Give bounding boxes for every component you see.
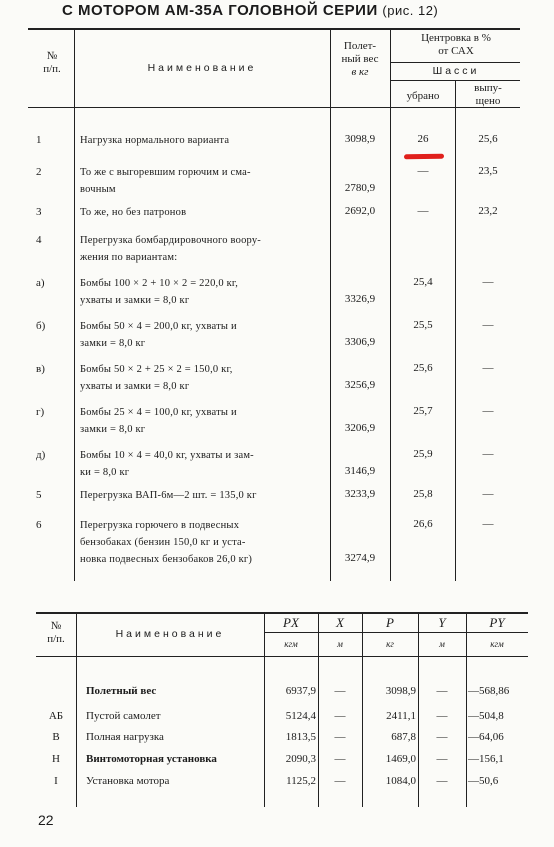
header-name: Наименование [115, 628, 225, 640]
row-cg-retracted: 25,4 [413, 276, 433, 288]
row-cg-extended: — [482, 518, 494, 530]
row-y: — [436, 731, 448, 743]
row-p: 1469,0 [385, 753, 416, 765]
rule [264, 632, 528, 633]
row-number: б) [36, 320, 46, 332]
row-name [80, 164, 330, 198]
row-cg-extended: 23,2 [478, 205, 498, 217]
row-py: —64,06 [468, 731, 504, 743]
header-cg-line: от САХ [438, 45, 474, 57]
row-name: Полная нагрузка [86, 731, 164, 743]
row-name: Полетный вес [86, 685, 157, 697]
row-name-line: ухваты и замки = 8,0 кг [80, 295, 190, 306]
header-num-line: № [50, 620, 62, 632]
moments-table [36, 612, 528, 817]
row-name-line: Перегрузка бомбардировочного воору- [80, 235, 261, 246]
row-px: 5124,4 [285, 710, 316, 722]
header-num [32, 50, 72, 76]
row-x: — [334, 685, 346, 697]
row-name: Пустой самолет [86, 710, 161, 722]
header-weight [332, 40, 388, 79]
row-cg-retracted: 26,6 [413, 518, 433, 530]
row-px: 6937,9 [285, 685, 316, 697]
row-weight: 3306,9 [344, 336, 376, 348]
row-x: — [334, 753, 346, 765]
header-num-line: № [46, 50, 58, 62]
centering-table [28, 28, 520, 581]
row-cg-extended: 23,5 [478, 165, 498, 177]
row-py: —156,1 [468, 753, 504, 765]
header-y: Y [438, 615, 446, 630]
header-x-unit: м [337, 639, 343, 649]
rule [36, 612, 528, 614]
rule [28, 28, 520, 30]
row-name-line: Бомбы 25 × 4 = 100,0 кг, ухваты и [80, 407, 237, 418]
row-y: — [436, 710, 448, 722]
rule [28, 107, 520, 108]
row-name [80, 275, 330, 309]
header-weight-line: в кг [351, 66, 369, 78]
row-cg-retracted: 25,7 [413, 405, 433, 417]
header-x: X [336, 615, 344, 630]
row-name-line: замки = 8,0 кг [80, 424, 146, 435]
row-cg-extended: — [482, 362, 494, 374]
row-number: 5 [36, 489, 42, 501]
row-cg-retracted: 25,6 [413, 362, 433, 374]
row-cg-extended: — [482, 448, 494, 460]
header-num-line: п/п. [43, 63, 61, 75]
row-cg-retracted: 25,9 [413, 448, 433, 460]
row-number: 6 [36, 519, 42, 531]
header-num-line: п/п. [47, 633, 65, 645]
row-name [80, 204, 330, 221]
page-number: 22 [38, 812, 54, 828]
row-name-line: Бомбы 10 × 4 = 40,0 кг, ухваты и зам- [80, 450, 254, 461]
header-py: PY [489, 615, 505, 630]
row-name [80, 132, 330, 149]
row-name [80, 447, 330, 481]
row-weight: 3274,9 [344, 552, 376, 564]
rule [390, 28, 391, 581]
row-cg-extended: — [482, 319, 494, 331]
row-name-line: ки = 8,0 кг [80, 467, 130, 478]
header-cg-line: Центровка в % [421, 32, 491, 44]
row-name [80, 361, 330, 395]
row-weight: 3326,9 [344, 293, 376, 305]
header-p-unit: кг [386, 639, 394, 649]
row-number: 4 [36, 234, 42, 246]
row-cg-retracted: — [417, 165, 429, 177]
row-name [80, 517, 330, 568]
row-name-line: Перегрузка ВАП-6м—2 шт. = 135,0 кг [80, 490, 257, 501]
row-px: 1125,2 [286, 775, 316, 787]
rule [36, 656, 528, 657]
row-cg-retracted: 25,5 [413, 319, 433, 331]
row-name-line: Бомбы 50 × 4 = 200,0 кг, ухваты и [80, 321, 237, 332]
row-weight: 2780,9 [344, 182, 376, 194]
row-name-line: новка подвесных бензобаков 26,0 кг) [80, 554, 253, 565]
rule [74, 28, 75, 581]
row-weight: 3256,9 [344, 379, 376, 391]
row-name-line: Бомбы 100 × 2 + 10 × 2 = 220,0 кг, [80, 278, 239, 289]
header-px: PX [283, 615, 299, 630]
header-extended-line: щено [475, 95, 501, 107]
row-number: I [54, 775, 58, 787]
row-number: В [52, 731, 60, 743]
row-name: Винтомоторная установка [86, 753, 217, 765]
row-name-line: вочным [80, 184, 116, 195]
row-number: д) [36, 449, 46, 461]
rule [76, 612, 77, 807]
title-text: С МОТОРОМ АМ-35А ГОЛОВНОЙ СЕРИИ [62, 2, 378, 19]
row-p: 3098,9 [385, 685, 416, 697]
red-pen-mark [404, 154, 444, 160]
header-num [36, 620, 76, 646]
header-name: Наименование [147, 62, 257, 74]
header-py-unit: кгм [490, 639, 504, 649]
row-py: —504,8 [468, 710, 504, 722]
row-px: 1813,5 [285, 731, 316, 743]
row-weight: 3146,9 [344, 465, 376, 477]
row-name-line: жения по вариантам: [80, 252, 178, 263]
header-extended-line: выпу- [474, 82, 502, 94]
row-cg-extended: 25,6 [478, 133, 498, 145]
row-number: Н [52, 753, 60, 765]
row-y: — [436, 685, 448, 697]
header-retracted: убрано [406, 90, 440, 102]
row-py: —568,86 [468, 685, 510, 697]
header-centering [392, 32, 520, 58]
row-name-line: То же, но без патронов [80, 207, 187, 218]
row-number: 3 [36, 206, 42, 218]
row-y: — [436, 753, 448, 765]
row-cg-extended: — [482, 276, 494, 288]
header-y-unit: м [439, 639, 445, 649]
row-cg-extended: — [482, 488, 494, 500]
row-number: 1 [36, 134, 42, 146]
row-weight: 2692,0 [344, 205, 376, 217]
rule [390, 62, 520, 63]
page-title [62, 2, 438, 19]
row-name [80, 487, 330, 504]
row-name [80, 318, 330, 352]
row-name: Установка мотора [86, 775, 170, 787]
row-p: 1084,0 [385, 775, 416, 787]
row-weight: 3098,9 [344, 133, 376, 145]
header-extended [456, 82, 520, 108]
row-number: г) [36, 406, 45, 418]
header-chassis: Шасси [432, 65, 480, 77]
row-name-line: ухваты и замки = 8,0 кг [80, 381, 190, 392]
row-y: — [436, 775, 448, 787]
row-name-line: бензобаках (бензин 150,0 кг и уста- [80, 537, 246, 548]
row-cg-extended: — [482, 405, 494, 417]
row-weight: 3233,9 [344, 488, 376, 500]
title-figure-ref: (рис. 12) [382, 3, 439, 18]
header-weight-line: ный вес [341, 53, 379, 65]
row-x: — [334, 775, 346, 787]
row-p: 2411,1 [386, 710, 416, 722]
row-cg-retracted: 26 [417, 133, 429, 145]
row-name-line: Перегрузка горючего в подвесных [80, 520, 240, 531]
header-px-unit: кгм [284, 639, 298, 649]
row-name [80, 404, 330, 438]
row-name-line: Нагрузка нормального варианта [80, 135, 230, 146]
row-name-line: То же с выгоревшим горючим и сма- [80, 167, 251, 178]
row-x: — [334, 710, 346, 722]
row-cg-retracted: — [417, 205, 429, 217]
row-p: 687,8 [391, 731, 416, 743]
row-py: —50,6 [468, 775, 499, 787]
row-number: в) [36, 363, 45, 375]
header-p: P [386, 615, 394, 630]
row-number: АБ [48, 710, 64, 722]
row-number: 2 [36, 166, 42, 178]
row-weight: 3206,9 [344, 422, 376, 434]
row-px: 2090,3 [285, 753, 316, 765]
rule [330, 28, 331, 581]
row-x: — [334, 731, 346, 743]
row-name-line: Бомбы 50 × 2 + 25 × 2 = 150,0 кг, [80, 364, 233, 375]
row-name [80, 232, 330, 266]
header-weight-line: Полет- [343, 40, 377, 52]
row-cg-retracted: 25,8 [413, 488, 433, 500]
row-name-line: замки = 8,0 кг [80, 338, 146, 349]
row-number: а) [36, 277, 45, 289]
